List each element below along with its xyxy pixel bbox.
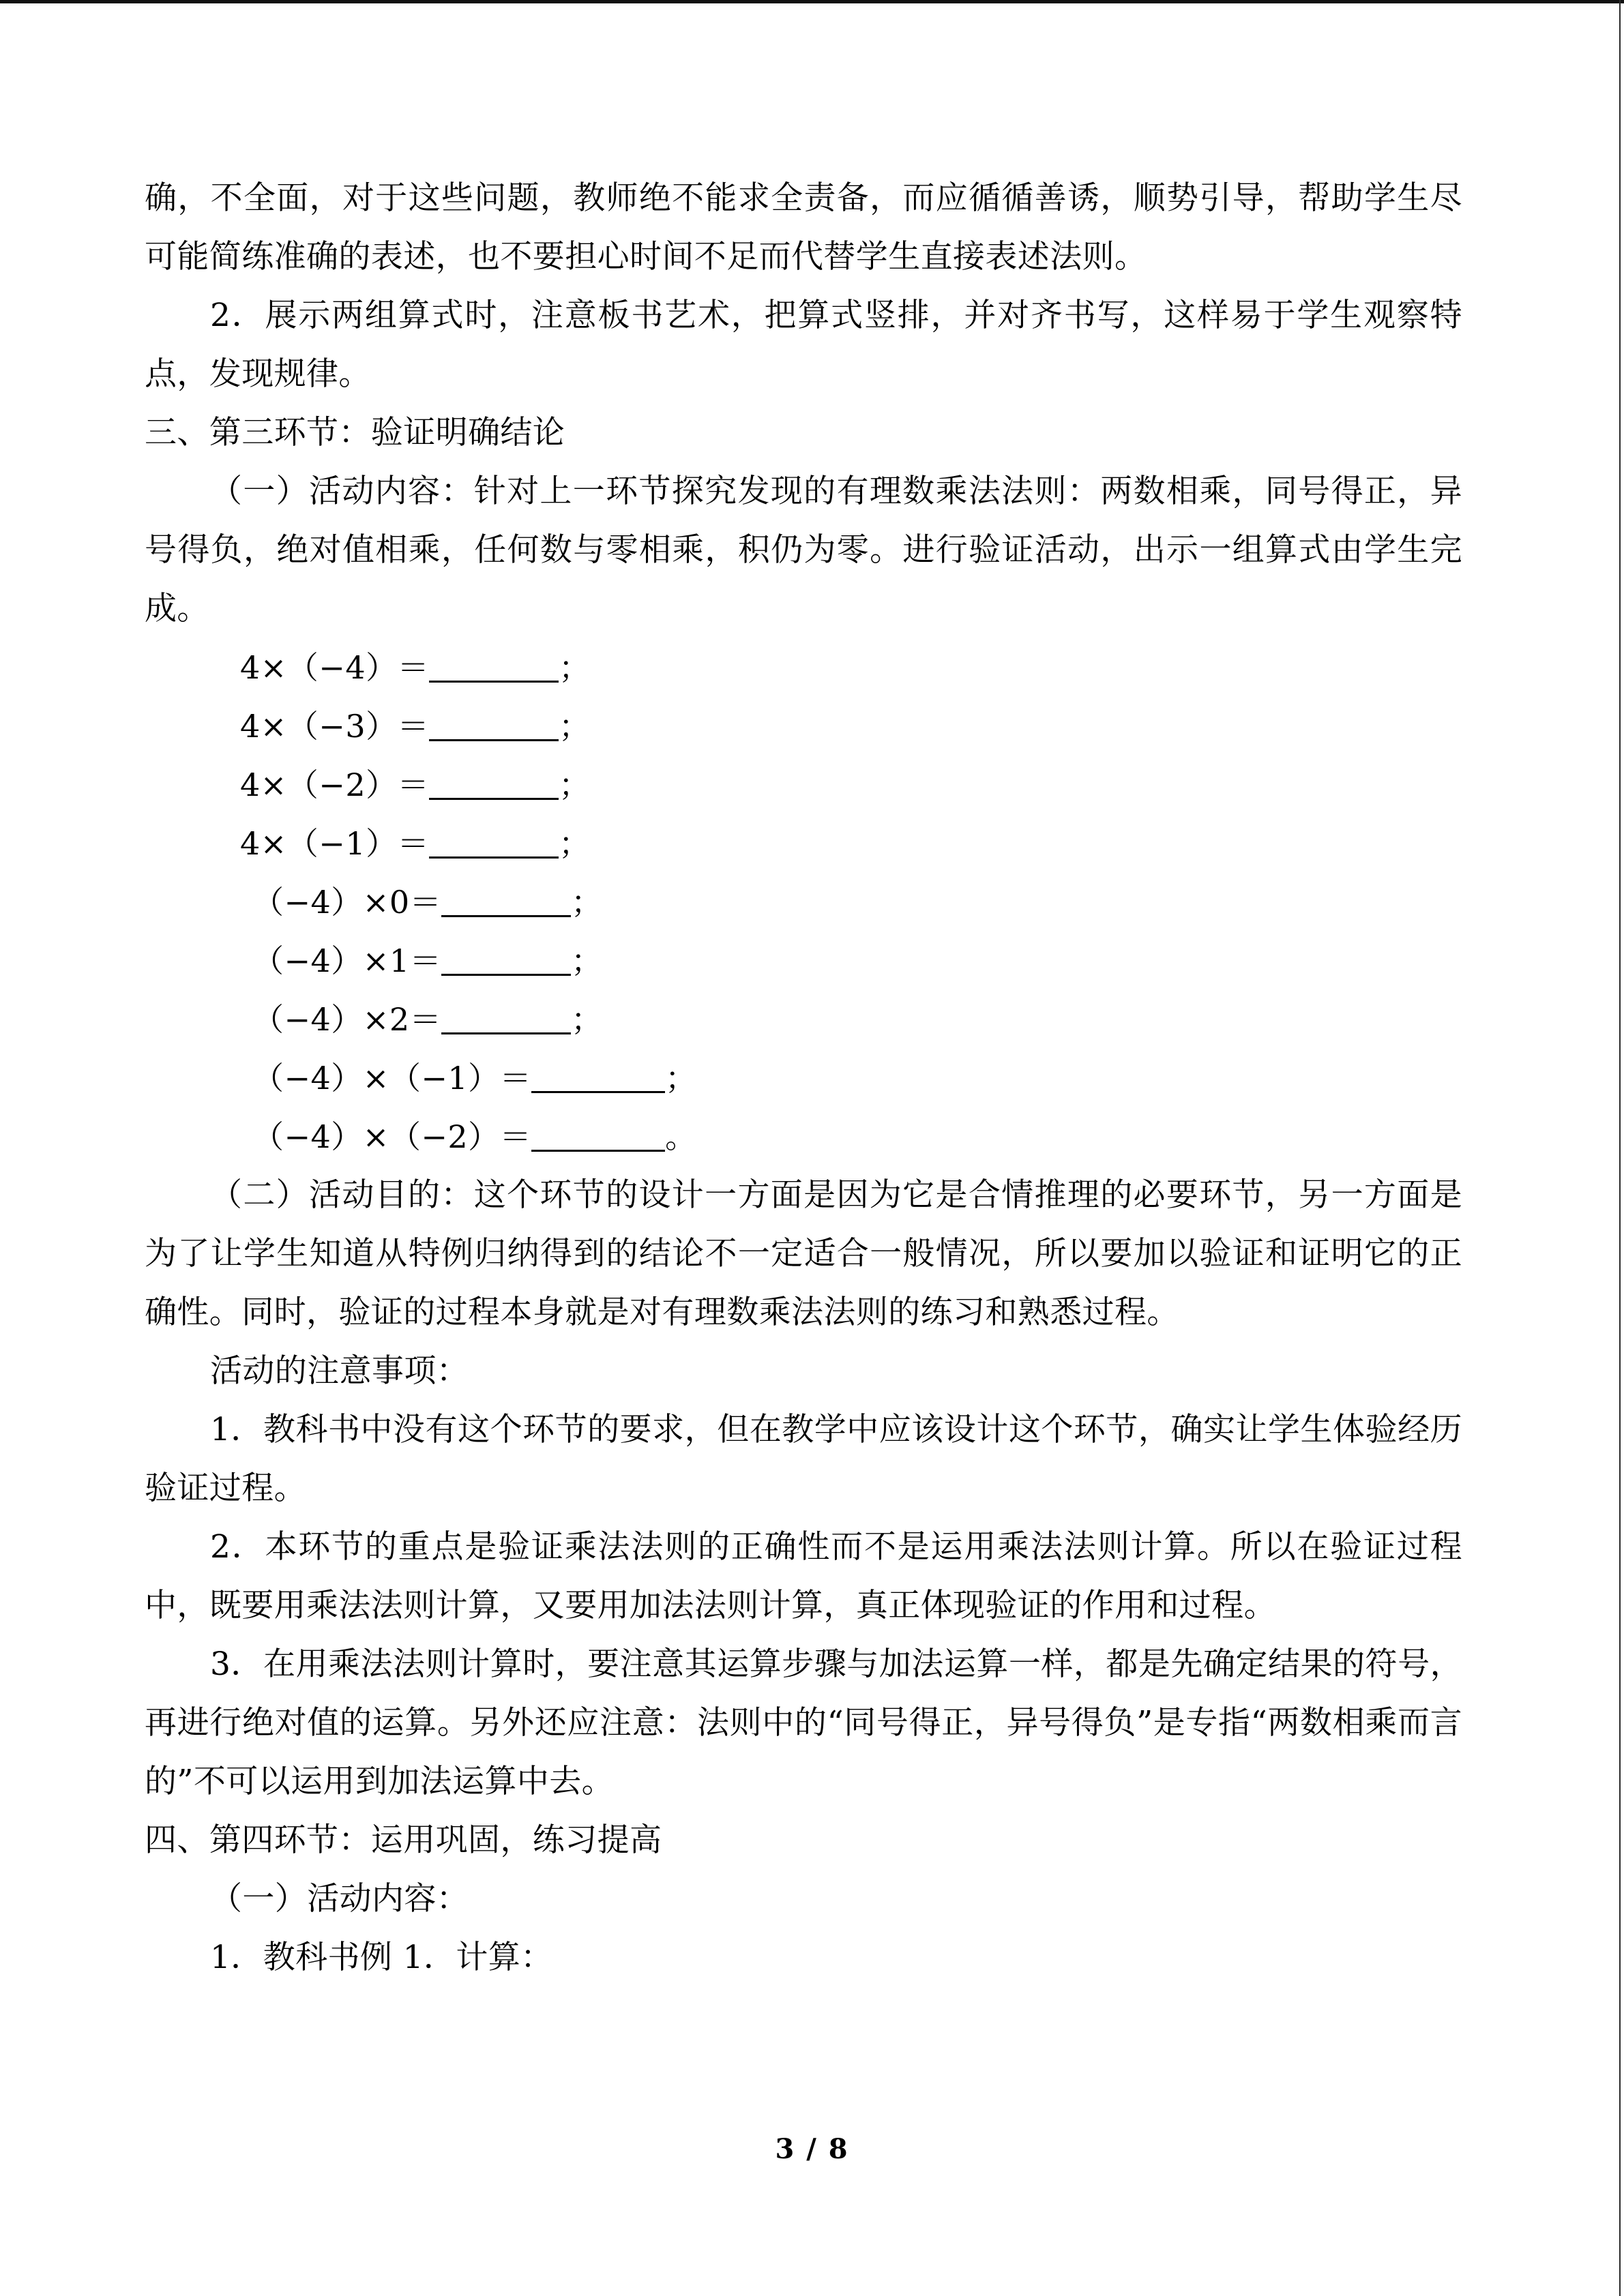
equation-row xyxy=(145,873,1462,931)
answer-blank[interactable] xyxy=(441,915,571,917)
paragraph-note-1: 1．教科书中没有这个环节的要求，但在教学中应该设计这个环节，确实让学生体验经历验证过程。 xyxy=(145,1411,1462,1507)
answer-blank[interactable] xyxy=(531,1150,665,1152)
paragraph-note-3: 3．在用乘法法则计算时，要注意其运算步骤与加法运算一样，都是先确定结果的符号，再进行绝对值的运算。另外还应注意：法则中的“同号得正，异号得负”是专指“两数相乘而言的”不可以运用到加法运算中去。 xyxy=(145,1645,1462,1800)
answer-blank[interactable] xyxy=(531,1091,665,1093)
equation-terminator: ； xyxy=(571,884,603,921)
equation-expression: （−4）×1＝ xyxy=(252,942,442,979)
equation-row xyxy=(145,638,1462,697)
equation-expression: 4×（−1）＝ xyxy=(240,825,430,862)
equation-expression: （−4）×（−1）＝ xyxy=(252,1060,532,1097)
equation-row xyxy=(145,697,1462,756)
page-content xyxy=(145,169,1462,1987)
equation-expression: 4×（−3）＝ xyxy=(240,708,430,745)
paragraph-example-1: 1．教科书例 1．计算： xyxy=(210,1939,553,1976)
paragraph-activity-content-4: （一）活动内容： xyxy=(210,1880,469,1918)
answer-blank[interactable] xyxy=(429,681,559,683)
equation-row xyxy=(145,756,1462,814)
paragraph-notes-heading: 活动的注意事项： xyxy=(210,1352,469,1390)
heading-section-three: 三、第三环节：验证明确结论 xyxy=(145,414,565,451)
equation-terminator: ； xyxy=(571,942,603,979)
equation-row xyxy=(145,990,1462,1049)
equation-terminator: ； xyxy=(559,766,591,803)
answer-blank[interactable] xyxy=(429,739,559,741)
page-right-edge-rule xyxy=(1619,0,1621,2296)
equation-row xyxy=(145,931,1462,990)
paragraph-activity-content: （一）活动内容：针对上一环节探究发现的有理数乘法法则：两数相乘，同号得正，异号得负，绝对值相乘，任何数与零相乘，积仍为零。进行验证活动，出示一组算式由学生完成。 xyxy=(145,473,1462,627)
paragraph-activity-purpose: （二）活动目的：这个环节的设计一方面是因为它是合情推理的必要环节，另一方面是为了让学生知道从特例归纳得到的结论不一定适合一般情况，所以要加以验证和证明它的正确性。同时，验证的过程本身就是对有理数乘法法则的练习和熟悉过程。 xyxy=(145,1176,1462,1331)
equation-expression: （−4）×0＝ xyxy=(252,884,442,921)
equation-terminator: ； xyxy=(665,1060,697,1097)
equation-row xyxy=(145,1107,1462,1166)
equation-row xyxy=(145,814,1462,873)
answer-blank[interactable] xyxy=(441,974,571,976)
paragraph-note-2: 2．展示两组算式时，注意板书艺术，把算式竖排，并对齐书写，这样易于学生观察特点，发现规律。 xyxy=(145,297,1462,393)
equation-terminator: ； xyxy=(571,1001,603,1038)
page-number-footer: 3 / 8 xyxy=(775,2133,849,2165)
equation-expression: 4×（−2）＝ xyxy=(240,766,430,803)
heading-section-four: 四、第四环节：运用巩固，练习提高 xyxy=(145,1821,662,1859)
equation-terminator: ； xyxy=(559,649,591,686)
page-top-edge-rule xyxy=(0,0,1624,3)
paragraph-note-2b: 2．本环节的重点是验证乘法法则的正确性而不是运用乘法法则计算。所以在验证过程中，既要用乘法法则计算，又要用加法法则计算，真正体现验证的作用和过程。 xyxy=(145,1528,1462,1624)
paragraph-carryover: 确，不全面，对于这些问题，教师绝不能求全责备，而应循循善诱，顺势引导，帮助学生尽可能简练准确的表述，也不要担心时间不足而代替学生直接表述法则。 xyxy=(145,179,1462,275)
equation-terminator: 。 xyxy=(665,1118,697,1155)
answer-blank[interactable] xyxy=(429,856,559,859)
equation-expression: （−4）×2＝ xyxy=(252,1001,442,1038)
equation-terminator: ； xyxy=(559,708,591,745)
answer-blank[interactable] xyxy=(441,1032,571,1034)
equation-row xyxy=(145,1049,1462,1107)
equation-list xyxy=(145,638,1462,1166)
equation-expression: （−4）×（−2）＝ xyxy=(252,1118,532,1155)
answer-blank[interactable] xyxy=(429,798,559,800)
equation-terminator: ； xyxy=(559,825,591,862)
equation-expression: 4×（−4）＝ xyxy=(240,649,430,686)
